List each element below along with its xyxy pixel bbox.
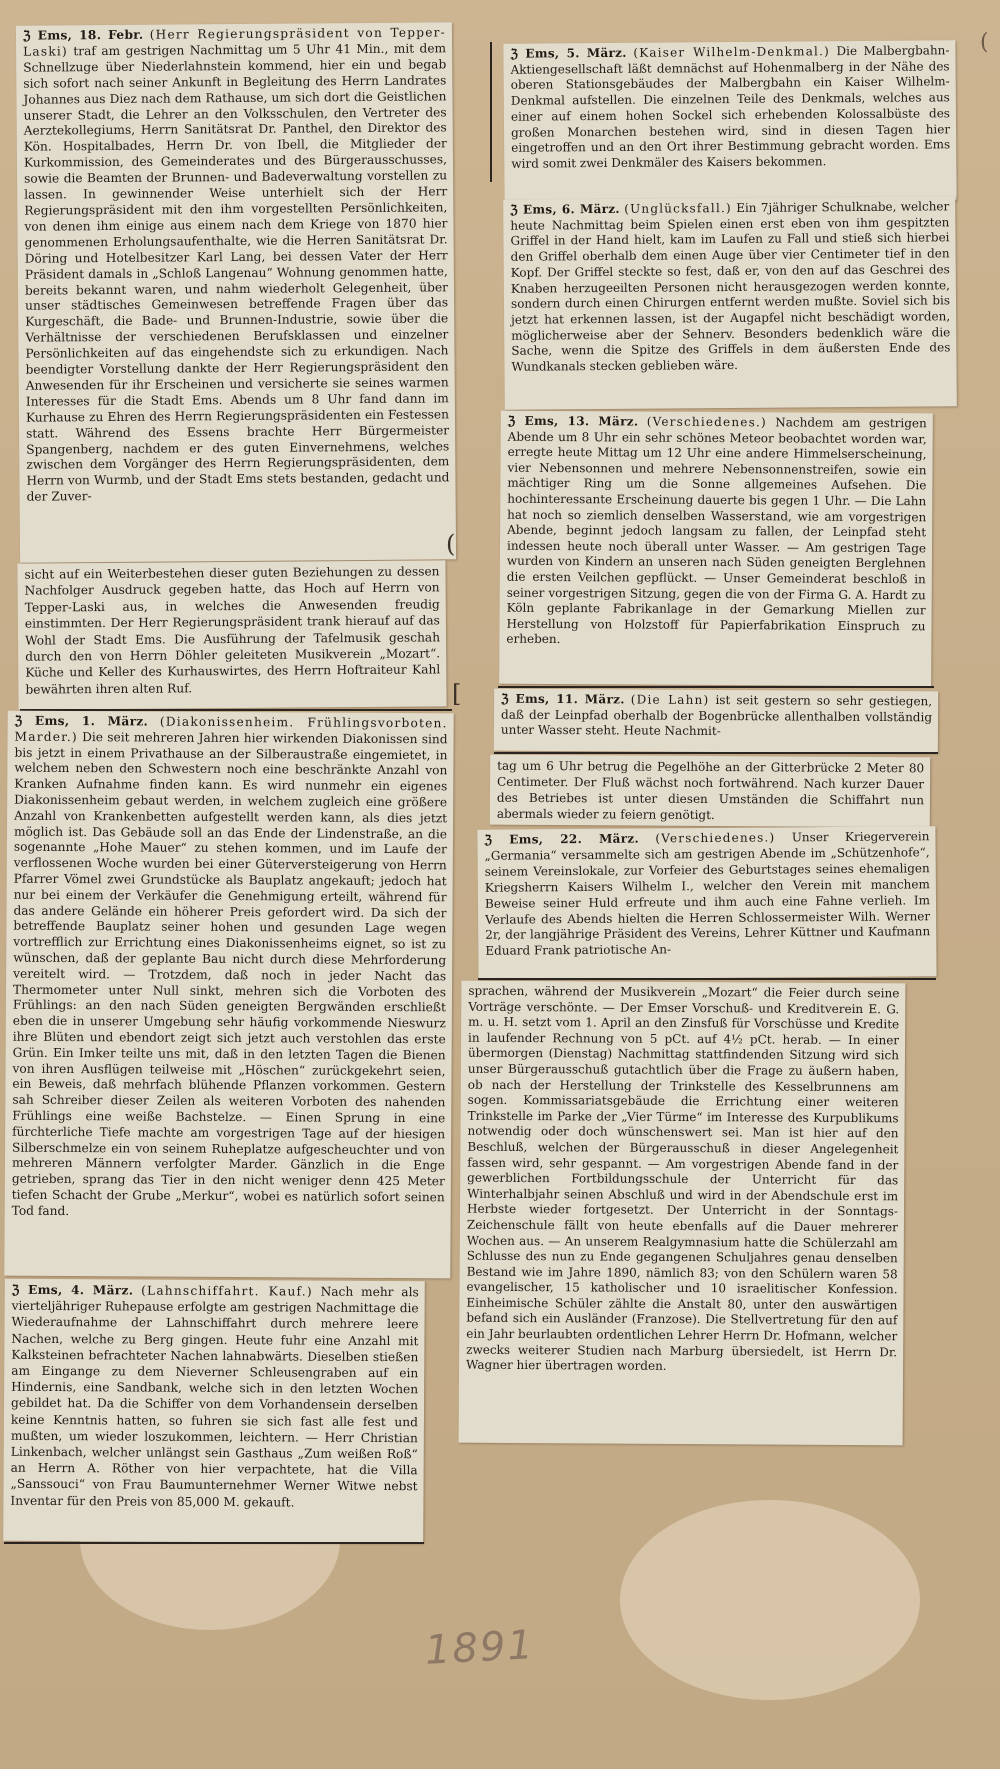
clipping-rule [490,42,492,182]
clipping-rule [4,1542,424,1544]
clipping-rule [494,752,938,754]
clipping-rule [498,686,934,688]
clipping-ems-11-maerz [494,689,938,754]
clipping-topic: (Lahnschiffahrt. Kauf.) [141,1283,313,1299]
clipping-paragraph [501,692,932,742]
clipping-ems-6-maerz [503,196,957,410]
clipping-topic: (Verschiedenes.) [655,830,776,846]
clipping-topic: (Unglücksfall.) [624,200,732,216]
clipping-ems-13-maerz [499,411,933,687]
clipping-body: Die Malbergbahn-Aktiengesellschaft läßt demnächst auf Hohenmalberg in der Nähe des oberen Stationsgebäudes der Malbergbahn ein Kaiser Wilhelm-Denkmal aufstellen. Die einzelnen Teile des Denkmals, welches aus einer auf einem hohen Sockel sich erhebenden Kolossalbüste des großen Monarchen bestehen wird, sind in diesen Tagen hier eingetroffen und an den Ort ihrer Bestimmung gebracht worden. Ems wird somit zwei Denkmäler des Kaisers bekommen. [510,43,951,171]
clipping-topic: (Diakonissenheim. Frühlingsvorboten. Marder.) [14,714,448,744]
clipping-paragraph [510,199,950,375]
clipping-body: Nachdem am gestrigen Abende um 8 Uhr ein sehr schönes Meteor beobachtet worden war, erregte heute Mittag um 12 Uhr eine andere Himmelserscheinung, vier Nebensonnen und mehrere Nebensonnenstreifen, sowie ein mächtiger Ring um die Sonne allgemeines Aufsehen. Die hochinteressante Erscheinung dauerte bis gegen 1 Uhr. — Die Lahn hat noch so ziemlich denselben Wasserstand, wie am vorgestrigen Abende, beginnt jedoch langsam zu fallen, der Leinpfad steht indessen heute noch überall unter Wasser. — Am gestrigen Tage wurden von Kindern an unseren nach Süden geneigten Berglehnen die ersten Veilchen gepflückt. — Unser Gemeinderat beschloß in seiner vorgestrigen Sitzung, gegen die von der Firma G. A. Hardt zu Köln geplante Fabrikanlage in der Gemarkung Miellen zur Herstellung von Holzstoff für Papierfabrikation Einspruch zu erheben. [506,415,927,647]
clipping-ems-4-maerz [3,1279,425,1544]
clipping-topic: (Kaiser Wilhelm-Denkmal.) [633,44,831,60]
clipping-topic: (Die Lahn) [630,692,710,707]
clipping-ems-18-febr-continued [17,560,446,709]
clipping-rule [478,978,936,980]
clipping-header: ℨ Ems, 4. März. [11,1282,134,1298]
clipping-body: sicht auf ein Weiterbestehen dieser guten Beziehungen zu dessen Nachfolger Ausdruck gegeben hatte, das Hoch auf Herrn von Tepper-Laski aus, in welches die Anwesenden freudig einstimmten. Der Herr Regierungspräsident trank hierauf auf das Wohl der Stadt Ems. Die Ausführung der Tafelmusik geschah durch den von Herrn Döhler geleiteten Musikverein „Mozart“. Küche und Keller des Kurhauswirtes, des Herrn Hoftraiteur Kahl bewährten ihren alten Ruf. [24,564,441,697]
bracket-mark: ( [980,30,989,55]
clipping-paragraph [23,25,450,505]
clipping-ems-1-maerz [4,711,453,1279]
clipping-body: Unser Kriegerverein „Germania“ versammelte sich am gestrigen Abende im „Schützenhofe“, seinem Vereinslokale, zur Vorfeier des Geburtstages seines ehemaligen Kriegsherrn Kaisers Wilhelm I., welcher den Verein mit manchem Beweise seiner Huld erfreute und ihm auch eine Fahne verlieh. Im Verlaufe des Abends hielten die Herren Schlossermeister Wilh. Werner 2r, der langjährige Präsident des Vereins, Lehrer Küttner und Kaufmann Eduard Frank patriotische An- [484,829,931,959]
clipping-paragraph [484,829,930,960]
clipping-paragraph [10,1282,418,1511]
clipping-ems-11-maerz-continued [490,755,930,828]
clipping-ems-22-maerz [477,826,936,980]
clipping-body: Nach mehr als vierteljähriger Ruhepause erfolgte am gestrigen Nachmittage die Wiederaufnahme der Lahnschiffahrt durch mehrere leere Nachen, welche zu Berg gingen. Heute fuhr eine Anzahl mit Kalksteinen befrachteter Nachen lahnabwärts. Dieselben stießen am Eingange zu dem Nieverner Schleusengraben auf ein Hindernis, eine Sandbank, welche sich in den letzten Wochen gebildet hat. Da die Schiffer von dem Vorhandensein derselben keine Kenntnis hatten, so fuhren sie sich fast alle fest und mußten, um wieder loszukommen, leichtern. — Herr Christian Linkenbach, welcher unlängst sein Gasthaus „Zum weißen Roß“ an Herrn A. Röther von hier verpachtete, hat die Villa „Sanssouci“ von Frau Baumunternehmer Werner Witwe nebst Inventar für den Preis von 85,000 M. gekauft. [10,1284,419,1510]
clipping-topic: (Verschiedenes.) [646,414,767,430]
bracket-mark: [ [452,680,462,708]
clipping-paragraph [510,43,950,172]
year-annotation: 1891 [423,1622,536,1674]
clipping-body: sprachen, während der Musikverein „Mozart“ die Feier durch seine Vorträge verschönte. — Der Emser Vorschuß- und Kreditverein E. G. m. u. H. setzt vom 1. April an den Zinsfuß für Vorschüsse und Kredite in laufender Rechnung von 5 pCt. auf 4½ pCt. herab. — In einer übermorgen (Dienstag) Nachmittag stattfindenden Sitzung wird sich unser Bürgerausschuß gutachtlich über die Frage zu äußern haben, ob nach der Herstellung der Trinkstelle des Kesselbrunnens am sogen. Kommissariatsgebäude die Errichtung einer weiteren Trinkstelle im Parke der „Vier Türme“ im Interesse des Kurpublikums notwendig oder doch wünschenswert sei. Man ist hier auf den Beschluß, welchen der Bürgerausschuß in dieser Angelegenheit fassen wird, sehr gespannt. — Am vorgestrigen Abende fand in der gewerblichen Fortbildungsschule der Unterricht für das Winterhalbjahr seinen Abschluß und wird in der Abendschule erst im Herbste wieder fortgesetzt. Der Unterricht in der Sonntags-Zeichenschule fällt von heute ebenfalls auf die Dauer mehrerer Wochen aus. — An unserem Realgymnasium hatte die Schülerzahl am Schlusse des nun zu Ende gegangenen Schuljahres genau denselben Bestand wie im Jahre 1890, nämlich 83; von den Schülern waren 58 evangelischer, 15 katholischer und 10 israelitischer Konfession. Einheimische Schüler zählte die Anstalt 80, unter den auswärtigen befand sich ein Ausländer (Franzose). Die Stellvertretung für den auf ein Jahr beurlaubten ordentlichen Lehrer Herrn Dr. Hofmann, welcher zwecks weiterer Studien nach Marburg übersiedelt, ist Herrn Dr. Wagner hier übertragen worden. [466,983,900,1374]
clipping-topic: (Herr Regierungspräsident von Tepper-Laski) [23,25,447,59]
clipping-header: ℨ Ems, 22. März. [484,831,639,847]
clipping-paragraph [466,984,899,1376]
clipping-body: tag um 6 Uhr betrug die Pegelhöhe an der Gitterbrücke 2 Meter 80 Centimeter. Der Fluß wächst noch fortwährend. Nach kurzer Dauer des Betriebes ist unter diesen Umständen die Schiffahrt nun abermals wieder zu feiern genötigt. [496,758,925,823]
clipping-body: Ein 7jähriger Schulknabe, welcher heute Nachmittag beim Spielen einen erst eben von ihm gespitzten Griffel in der Hand hielt, kam im Laufen zu Fall und stieß sich hierbei den Griffel oberhalb dem einen Auge über vier Centimeter tief in den Kopf. Der Griffel steckte so fest, daß er, von den auf das Geschrei des Knaben herzugeeilten Personen nicht herausgezogen werden konnte, sondern durch einen Chirurgen entfernt werden mußte. Soviel sich bis jetzt hat erkennen lassen, ist der Augapfel nicht beschädigt worden, möglicherweise aber der Sehnerv. Besonders bedenklich wäre die Sache, wenn die Spitze des Griffels in dem äußersten Ende des Wundkanals stecken geblieben wäre. [510,199,951,374]
clipping-ems-5-maerz [503,40,956,204]
clipping-body: ist seit gestern so sehr gestiegen, daß der Leinpfad oberhalb der Bogenbrücke allenthalben vollständig unter Wasser steht. Heute Nachmit- [500,692,933,739]
clipping-ems-18-febr [16,22,456,562]
clipping-paragraph [497,758,924,825]
clipping-paragraph [506,414,926,650]
clipping-paragraph [12,714,448,1222]
clipping-header: ℨ Ems, 6. März. [510,201,620,217]
clipping-header: ℨ Ems, 13. März. [507,413,639,429]
clipping-header: ℨ Ems, 11. März. [501,691,625,707]
clipping-header: ℨ Ems, 1. März. [14,713,149,729]
clipping-body: Die seit mehreren Jahren hier wirkenden Diakonissen sind bis jetzt in einem Privathause an der Silberaustraße eingemietet, in welchem neben den Schwestern noch eine beschränkte Anzahl von Kranken Aufnahme finden kann. Es wird nunmehr ein eigenes Diakonissenheim gebaut werden, in welchem zugleich eine größere Anzahl von Krankenbetten aufgestellt werden kann, als dies jetzt möglich ist. Das Gebäude soll an das Ende der Lindenstraße, an die sogenannte „Hohe Mauer“ zu stehen kommen, und im Laufe der verflossenen Woche wurden bei einer Güterversteigerung von Herrn Pfarrer Vömel zwei Grundstücke als Bauplatz angekauft; jedoch hat nur bei einem der Verkäufer die Genehmigung erteilt, während für das andere Gelände ein höherer Preis gefordert wird. Da sich der betreffende Bauplatz seiner hohen und gesunden Lage wegen vortrefflich zur Errichtung eines Diakonissenheims eignet, so ist zu wünschen, daß der geplante Bau nicht durch diese Mehrforderung vereitelt wird. — Trotzdem, daß noch in jeder Nacht das Thermometer unter Null sinkt, mehren sich die Vorboten des Frühlings: an den nach Süden geneigten Bergwänden erschließt eben die in unserer Umgebung sehr häufig vorkommende Nieswurz ihre Blüten und ebendort zeigt sich jetzt auch verstohlen das erste Grün. Ein Imker teilte uns mit, daß in den letzten Tagen die Bienen von ihren Ausflügen teilweise mit „Höschen“ zurückgekehrt seien, ein Beweis, daß mehrfach blühende Pflanzen vorkommen. Gestern sah Schreiber dieser Zeilen als weiteren Vorboten des nahenden Frühlings eine weiße Bachstelze. — Einen Sprung in eine fürchterliche Tiefe machte am vorgestrigen Tage auf der hiesigen Silberschmelze ein von seinem Ruheplatze aufgescheuchter und von mehreren Männern verfolgter Marder. Gänzlich in die Enge getrieben, sprang das Tier in den nicht weniger denn 425 Meter tiefen Schacht der Grube „Merkur“, wobei es natürlich sofort seinen Tod fand. [11,729,448,1218]
clipping-ems-22-maerz-continued [459,981,906,1446]
clipping-header: ℨ Ems, 5. März. [510,45,627,61]
clipping-body: traf am gestrigen Nachmittag um 5 Uhr 41 Min., mit dem Schnellzuge über Niederlahnstein kommend, hier ein und begab sich sofort nach seiner Ankunft in Begleitung des Herrn Landrates Johannes aus Diez nach dem Rathause, um sich dort die Geistlichen unserer Stadt, die Lehrer an den Volksschulen, den Vertreter des Aerztekollegiums, Herrn Sanitätsrat Dr. Panthel, den Direktor des Kön. Hospitalbades, Herrn Dr. von Ibell, die Mitglieder der Kurkommission, des Gemeinderates und des Bürgerausschusses, sowie die Beamten der Brunnen- und Badeverwaltung vorstellen zu lassen. In gewinnender Weise unterhielt sich der Herr Regierungspräsident mit den ihm vorgestellten Persönlichkeiten, von denen ihm einige aus einem nach dem Kriege von 1870 hier genommenen Erholungsaufenthalte, wie die Herren Sanitätsrat Dr. Döring und Hotelbesitzer Karl Lang, bei dessen Vater der Herr Präsident damals in „Schloß Langenau“ Wohnung genommen hatte, bereits bekannt waren, und nahm wiederholt Gelegenheit, über unser städtisches Gemeinwesen betreffende Fragen über das Kurgeschäft, die Bade- und Brunnen-Industrie, sowie über die Verhältnisse der verschiedenen Berufsklassen und einzelner Persönlichkeiten auf das eingehendste sich zu erkundigen. Nach beendigter Vorstellung dankte der Herr Regierungspräsident den Anwesenden für ihr Erscheinen und versicherte sie seines warmen Interesses für die Stadt Ems. Abends um 8 Uhr fand dann im Kurhause zu Ehren des Herrn Regierungspräsidenten ein Festessen statt. Während des Essens brachte Herr Bürgermeister Spangenberg, nachdem er des guten Einvernehmens, welches zwischen dem Vorgänger des Herrn Regierungspräsidenten, dem Herrn von Wurmb, und der Stadt Ems stets bestanden, gedacht und der Zuver- [23,41,450,504]
clipping-paragraph [24,563,440,698]
clipping-header: ℨ Ems, 18. Febr. [22,27,144,43]
paper-stain [620,1500,920,1700]
bracket-mark: ( [446,530,456,558]
